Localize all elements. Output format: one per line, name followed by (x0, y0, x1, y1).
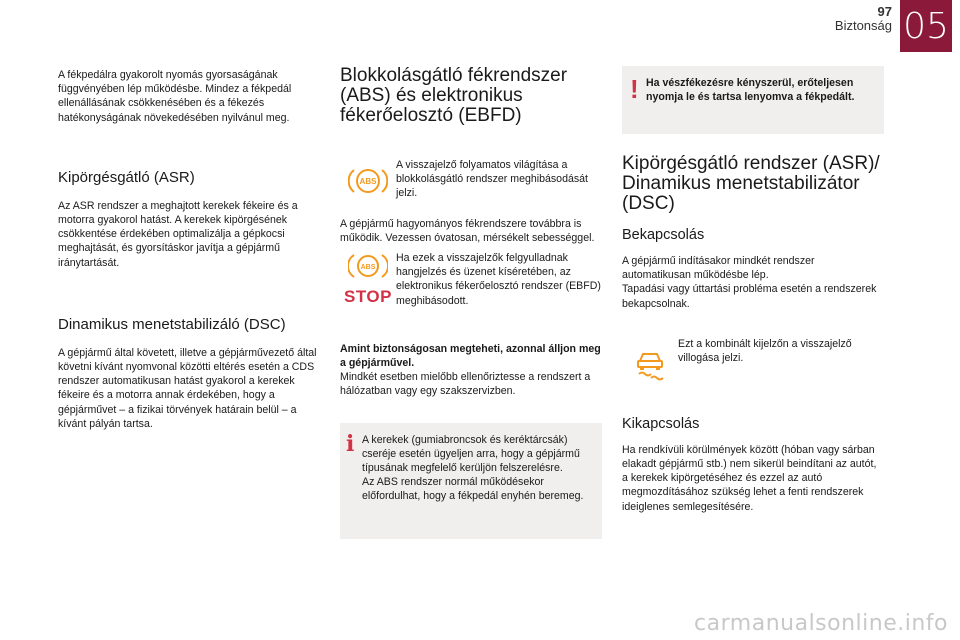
info-wheels-text: A kerekek (gumiabroncsok és keréktárcsák) cseréje esetén ügyeljen arra, hogy a gépjármű típusának megfelelő kerüljön felszerelésre. (362, 433, 580, 475)
column-middle (340, 66, 602, 539)
asr-dsc-heading: Kipörgésgátló rendszer (ASR)/ Dinamikus menetstabilizátor (DSC) (622, 153, 880, 214)
dsc-indicator-text: Ezt a kombinált kijelzőn a visszajelző villogása jelzi. (678, 337, 852, 365)
deactivation-heading: Kikapcsolás (622, 415, 700, 432)
ebfd-fault-text: Ha ezek a visszajelzők felgyulladnak hangjelzés és üzenet kíséretében, az elektronikus fékerőelosztó rendszer (EBFD) meghibásodott. (396, 252, 601, 307)
abs-warning-text: A visszajelző folyamatos világítása a blokkolásgátló rendszer meghibásodását jelzi. (396, 159, 588, 200)
column-right (622, 66, 884, 514)
intro-paragraph: A fékpedálra gyakorolt nyomás gyorsaságának függvényében lép működésbe. Mindez a fékpedál ellenállásának csökkenésében és a fékezés hatékonyságának növekedésében nyilvánul meg. (58, 69, 292, 124)
dsc-indicator-row (622, 337, 884, 381)
emergency-warning-text: Ha vészfékezésre kényszerül, erőteljesen nyomja le és tartsa lenyomva a fékpedált. (646, 77, 855, 104)
chapter-tab: 05 (900, 0, 952, 52)
abs-warning-row (340, 158, 602, 201)
normal-braking-text: A gépjármű hagyományos fékrendszere továbbra is működik. Vezessen óvatosan, mérsékelt sebességgel. (340, 217, 595, 244)
activation-heading: Bekapcsolás (622, 227, 705, 243)
activation-text-2: Tapadási vagy úttartási probléma esetén a rendszerek bekapcsolnak. (622, 283, 877, 310)
info-box (340, 423, 602, 539)
deactivation-text: Ha rendkívüli körülmények között (hóban vagy sárban elakadt gépjármű stb.) nem sikerül beindítani az autót, a kerekek kipörgetéséhez és ezzel az autó megmozdításához szükség lehet a fenti rendszerek ideiglenes semlegesítésére. (622, 443, 877, 513)
abs-warning-icon-2 (348, 251, 388, 281)
abs-icon-label-2: ABS (360, 264, 376, 272)
info-icon: i (346, 430, 355, 457)
column-left (58, 68, 320, 431)
page-number: 97 (877, 4, 892, 19)
emergency-warning-box (622, 66, 884, 134)
info-abs-text: Az ABS rendszer normál működésekor előfordulhat, hogy a fékpedál enyhén beremeg. (362, 476, 584, 503)
stop-warning-icon: STOP (344, 287, 392, 307)
abs-ebfd-heading: Blokkolásgátló fékrendszer (ABS) és elektronikus fékerőelosztó (EBFD) (340, 65, 568, 126)
stop-advice-bold: Amint biztonságosan megteheti, azonnal álljon meg a gépjárművel. (340, 342, 601, 370)
abs-icon-label: ABS (359, 177, 377, 186)
check-system-text: Mindkét esetben mielőbb ellenőriztesse a rendszert a hálózatban vagy egy szakszervizben. (340, 371, 591, 398)
abs-warning-icon (348, 164, 388, 198)
dsc-paragraph: A gépjármű által követett, illetve a gépjárművezető által követni kívánt nyomvonal közötti eltérés esetén a CDS rendszer automatikusan hatást gyakorol a kerekek fékeire és a motorra annak érdekében, hogy a gépjárművet – a fizikai törvények határain belül – a kívánt pályán tartsa. (58, 346, 317, 430)
watermark: carmanualsonline.info (694, 611, 948, 636)
section-name: Biztonság (834, 18, 892, 33)
stop-warning-row (340, 251, 602, 308)
warning-exclamation-icon: ! (630, 74, 639, 104)
activation-text-1: A gépjármű indításakor mindkét rendszer automatikusan működésbe lép. (622, 255, 815, 282)
asr-paragraph: Az ASR rendszer a meghajtott kerekek fékeire és a motorra gyakorol hatást. A kerekek kipörgésének csökkentése érdekében optimalizálja a gépkocsi meghajtását, és gyorsításkor javítja a gépjármű iránytartását. (58, 199, 298, 269)
dsc-skid-icon (630, 347, 670, 381)
asr-heading: Kipörgésgátló (ASR) (58, 168, 195, 186)
dsc-heading: Dinamikus menetstabilizáló (DSC) (58, 315, 286, 333)
